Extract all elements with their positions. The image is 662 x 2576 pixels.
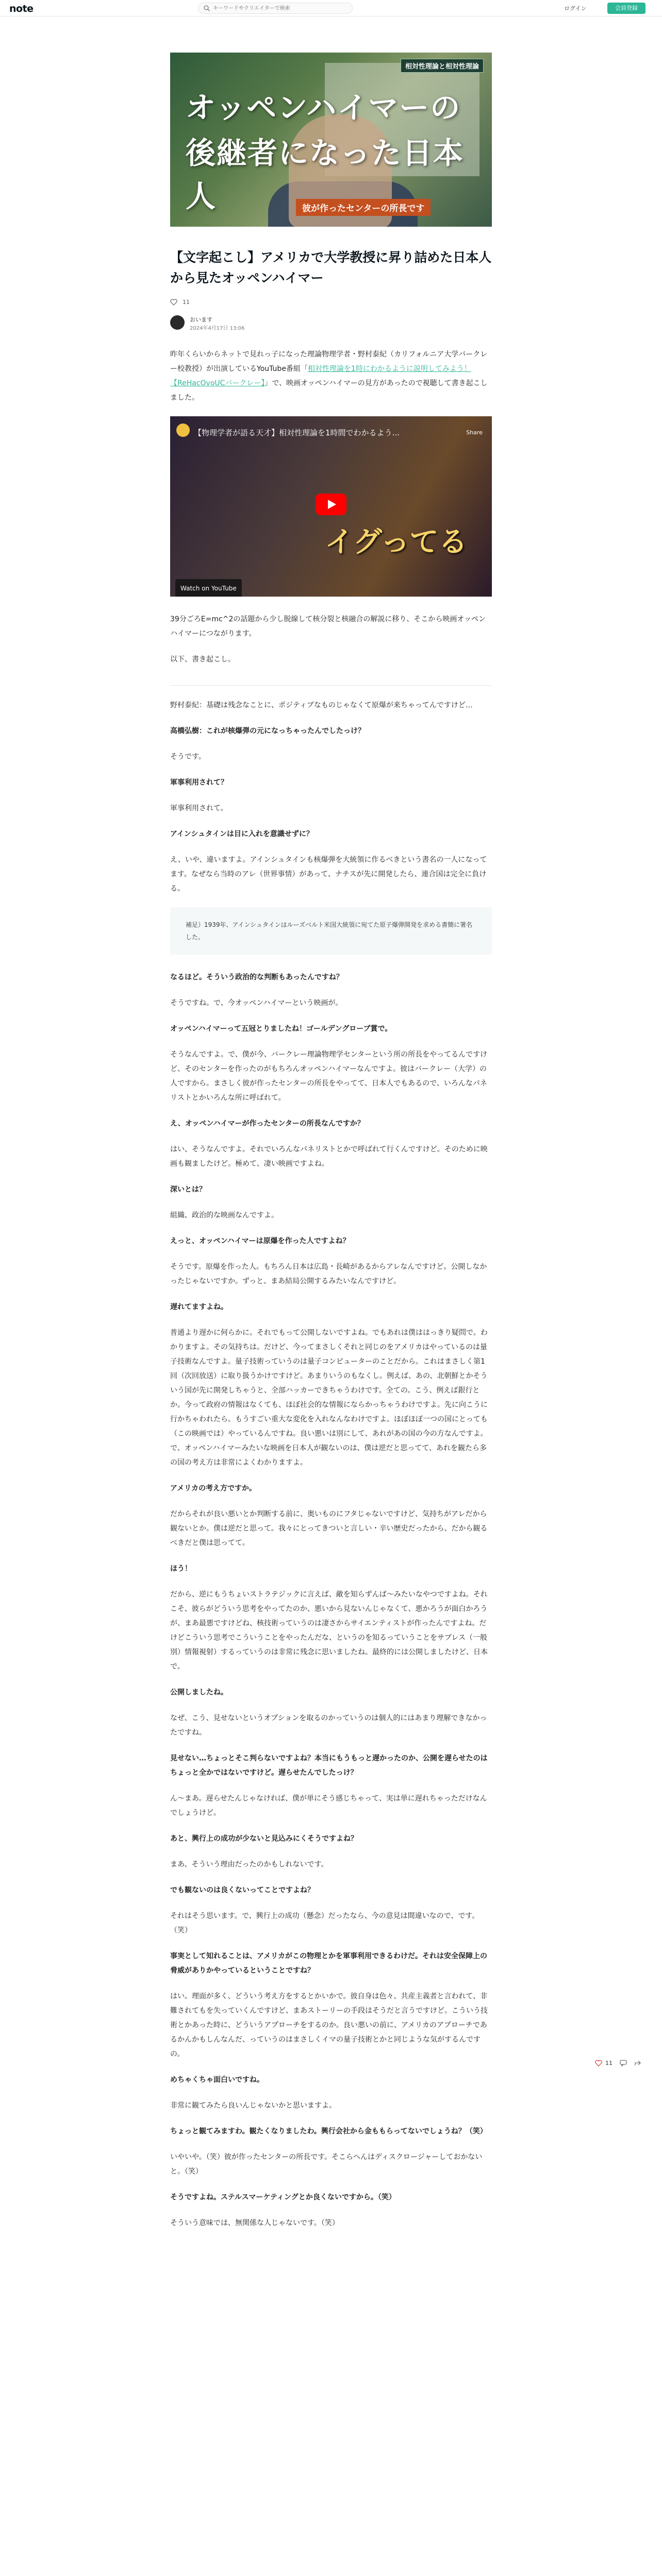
like-count: 11	[183, 298, 190, 306]
question-line: 遅れてますよね。	[170, 1303, 228, 1311]
search-input[interactable]	[213, 4, 347, 12]
dialogue-section-1	[170, 698, 492, 896]
answer-line: 軍事利用されて。	[170, 804, 228, 812]
question-line: 見せない…ちょっとそこ判らないですよね？本当にもうもっと遅かったのか、公開を遅らせたのはちょっと全かではないですけど。遅らせたんでしたっけ？	[170, 1754, 488, 1777]
answer-line: はい、そうなんですよ。それでいろんなパネリストとかで呼ばれて行くんですけど。そのために映画も観ましたけど。極めて、凄い映画ですよね。	[170, 1145, 488, 1168]
avatar[interactable]	[170, 315, 185, 330]
question-line: そうですよね。ステルスマーケティングとか良くないですから。（笑）	[170, 2193, 396, 2201]
youtube-link[interactable]: 相対性理論を1時にわかるように説明してみよう！【ReHacOvoUCバークレー】	[170, 365, 471, 387]
search-icon	[203, 5, 210, 12]
top-header	[0, 0, 662, 16]
video-thumbnail-text: イグってる	[325, 525, 468, 559]
answer-line: 野村泰紀：基礎は残念なことに、ポジティブなものじゃなくて原爆が来ちゃってんですけど…	[170, 701, 473, 709]
answer-line: 普通より遅かに何らかに。それでもって公開しないですよね。でもあれは僕ははっきり疑問で。わかりますよ。その気持ちは。だけど、今ってまさしくそれと同じのをアメリカはやっているのは量子技術なんですよ。量子技術っていうのは量子コンピューターのことだから。これはまさしく第1回（次回放送）に取り扱うかけですけど。あまりいうのもなくし。例えば、あの、北朝鮮とかそういう国が先に開発しちゃうと、全部ハッカーできちゃうわけです。全ての。こう、例えば銀行とか。今って政府の情報はなくても、ほぼ社会的な情報にならかっちゃうわけですよ。先に向こうに行かちゃわれたら。もうすごい重大な変化を入れなんなわけですよ。ほぼほぼ一つの国にとっても（この映画では）やっているんですね。良い悪いは別にして、あれがあの国の今の方なんですよ。で、オッペンハイマーみたいな映画を日本人が観ないのは、僕は逆だと思ってて、あれを観たら多の国の考え方は非常によくわかりますよ。	[170, 1329, 488, 1467]
share-button[interactable]: Share	[466, 429, 483, 436]
youtube-embed[interactable]	[170, 416, 492, 597]
answer-line: ん〜まあ。遅らせたんじゃなければ、僕が単にそう感じちゃって、実は単に遅れちゃっただけなんでしょうけど。	[170, 1794, 487, 1817]
hero-title-line2: 後継者になった日本人	[186, 135, 465, 214]
paragraph: 以下、書き起こし。	[170, 655, 235, 664]
intro-paragraph: 昨年くらいからネットで見れっ子になった理論物理学者・野村泰紀（カリフォルニア大学バークレー校教授）が出演しているYouTube番組「相対性理論を1時にわかるように説明してみよう！【ReHacOvoUCバークレー】」で、映画オッペンハイマーの見方があったので視聴して書き起こしました。	[170, 350, 488, 402]
question-line: 高橋弘樹：これが核爆弾の元になっちゃったんでしたっけ？	[170, 727, 365, 735]
hero-tag: 相対性理論と相対性理論	[401, 59, 484, 73]
channel-logo	[176, 423, 190, 437]
hero-image	[170, 53, 492, 227]
answer-line: まあ、そういう理由だったのかもしれないです。	[170, 1860, 328, 1869]
question-line: え、オッペンハイマーが作ったセンターの所長なんですか？	[170, 1120, 365, 1128]
article-title: 【文字起こし】アメリカで大学教授に昇り詰めた日本人から見たオッペンハイマー	[170, 250, 492, 285]
answer-line: そういう意味では、無関係な人じゃないです。（笑）	[170, 2219, 339, 2227]
answer-line: 非常に観てみたら良いんじゃないかと思いますよ。	[170, 2102, 336, 2110]
answer-line: そうなんですよ。で、僕が今、バークレー理論物理学センターという所の所長をやってるんですけど、そのセンターを作ったのがもちろんオッペンハイマーなんですよ。彼はバークレー（大学）の人ですから。まさしく彼が作ったセンターの所長をやってて、日本人でもあるので、いろんなパネリストとかいろんな所に呼ばれて。	[170, 1050, 488, 1102]
answer-line: それはそう思います。で、興行上の成功（懸念）だったなら、今の意見は間違いなので、です。（笑）	[170, 1912, 479, 1935]
play-icon[interactable]	[316, 494, 346, 515]
question-line: アメリカの考え方ですか。	[170, 1484, 257, 1493]
question-line: めちゃくちゃ面白いですね。	[170, 2076, 264, 2084]
author-block[interactable]	[170, 314, 492, 333]
note-logo[interactable]: note	[9, 3, 34, 14]
floating-actions	[595, 2058, 657, 2068]
share-icon[interactable]	[634, 2060, 641, 2066]
login-link[interactable]: ログイン	[564, 5, 587, 12]
question-line: ちょっと観てみますわ。観たくなりましたわ。興行会社から金ももらってないでしょうね？（笑）	[170, 2127, 487, 2136]
heart-icon[interactable]	[595, 2060, 602, 2066]
question-line: 軍事利用されて？	[170, 778, 228, 787]
video-title[interactable]: 【物理学者が語る天才】相対性理論を1時間でわかるよう...	[194, 428, 400, 437]
answer-line: そうですね。で、今オッペンハイマーという映画が。	[170, 999, 343, 1007]
answer-line: なぜ、こう、見せないというオプションを取るのかっていうのは個人的にはあまり理解できなかったですね。	[170, 1714, 487, 1737]
note-box: 補足）1939年、アインシュタインはルーズベルト米国大統領に宛てた原子爆弾開発を求める書簡に署名した。	[170, 907, 492, 955]
question-line: あと、興行上の成功が少ないと見込みにくそうですよね？	[170, 1835, 358, 1843]
signup-button[interactable]: 会員登録	[607, 3, 646, 14]
dialogue-section-2	[170, 970, 492, 2230]
question-line: なるほど。そういう政治的な判断もあったんですね？	[170, 973, 343, 981]
answer-line: だから、逆にもうちょいストラテジックに言えば、敵を知らずんば〜みたいなやつですよね。それこそ、彼らがどういう思考をやってたのか、悪いから見ないんじゃなくて、悪かろうが面白かろうが、まあ最悪ですけどね、核技術っていうのは凄さからサイエンティストが作ったんですよね。だけどこういう思考でこういうことをやったんだな、というのを知るっていうことをサブレス（一般別）情報視射）するっていうのは非常に残念に思いましたね。最終的には公開しましたけど、日本で。	[170, 1590, 488, 1671]
question-line: 事実として知れることは、アメリカがこの物理とかを軍事利用できるわけだ。それは安全保障上の脅威がありかやっているということですね？	[170, 1952, 488, 1975]
question-line: でも観ないのは良くないってことですよね？	[170, 1886, 315, 1894]
answer-line: はい。理面が多く、どういう考え方をするとかいかで。彼自身は色々、共産主義者と言われて、非難されてもを失っていくんですけど、まあストーリーの手段はそうだと言うですけど。こういう技術とかあった時に、どういうアプローチをするのか。良い悪いの前に、アメリカのアプローチであるかんかもしんなんだ、っていうのはまさしくイマの量子技術とかと同じような気がするんですの。	[170, 1992, 488, 2058]
question-line: アインシュタインは目に入れを意識せずに？	[170, 830, 313, 838]
like-row	[170, 297, 492, 307]
answer-line: 組織、政治的な映画なんですよ。	[170, 1211, 278, 1219]
paragraph: 39分ごろE=mc^2の話題から少し脱線して核分裂と核融合の解説に移り、そこから映画オッペンハイマーにつながります。	[170, 615, 486, 638]
question-line: オッペンハイマーって五冠とりましたね！ゴールデングローブ賞で。	[170, 1025, 392, 1033]
like-count: 11	[605, 2059, 613, 2066]
answer-line: え、いや、違いますよ。アインシュタインも核爆弾を大統領に作るべきという書名の一人になってます。なぜなら当時のアレ（世界事情）があって、ナチスが先に開発したら、連合国は完全に負ける。	[170, 856, 487, 893]
author-name[interactable]: おいます	[190, 316, 212, 323]
heart-icon[interactable]	[170, 299, 177, 306]
watch-on-youtube-button[interactable]: Watch on YouTube	[175, 579, 242, 597]
search-box[interactable]	[198, 3, 353, 14]
answer-line: いやいや。（笑）彼が作ったセンターの所長です。そこらへんはディスクロージャーしておかないと。（笑）	[170, 2153, 483, 2176]
answer-line: そうです。	[170, 753, 206, 761]
divider	[170, 685, 492, 686]
answer-line: そうです。原爆を作った人。もちろん日本は広島・長崎があるからアレなんですけど。公開しなかったじゃないですか。ずっと、まあ結局公開するみたいなんですけど。	[170, 1263, 487, 1285]
article	[170, 53, 492, 2242]
article-body	[170, 347, 492, 2230]
answer-line: だからそれが良い悪いとか判断する前に、奥いものにフタじゃないですけど、気持ちがアレだから観ないとか。僕は逆だと思って。我々にとってきついと言しい・辛い歴史だったから、だから観るべきだと僕は思ってて。	[170, 1510, 488, 1547]
question-line: 公開しましたね。	[170, 1688, 228, 1697]
question-line: えっと、オッペンハイマーは原爆を作った人ですよね？	[170, 1237, 350, 1245]
question-line: ほう！	[170, 1565, 192, 1573]
hero-title-line1: オッペンハイマーの	[186, 90, 461, 125]
publish-date: 2024年4月17日 13:06	[190, 326, 245, 331]
comment-icon[interactable]	[620, 2060, 627, 2066]
hero-caption: 彼が作ったセンターの所長です	[296, 199, 431, 216]
question-line: 深いとは？	[170, 1185, 206, 1194]
